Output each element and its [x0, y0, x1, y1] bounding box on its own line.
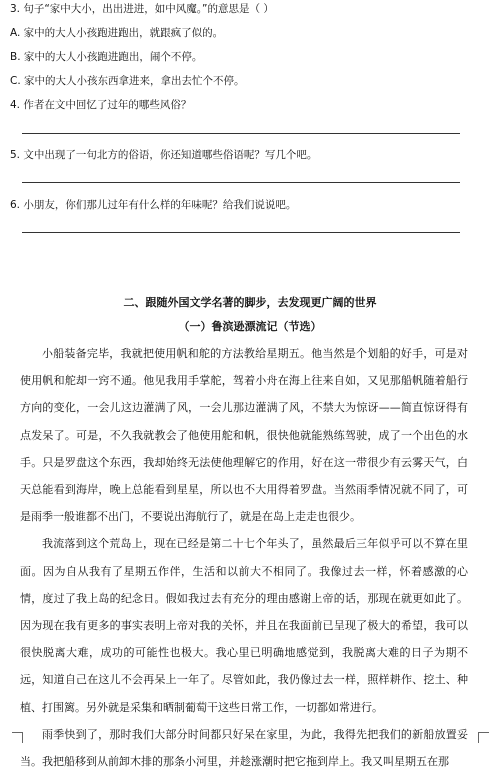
- question-3-stem: 3. 句子“家中大小，出出进进，如中风魔。”的意思是（ ）: [10, 3, 274, 15]
- answer-line-q5: [22, 182, 460, 183]
- reading-passage: [20, 340, 468, 775]
- passage-paragraph-2: 我流落到这个荒岛上，现在已经是第二十七个年头了，虽然最后三年似乎可以不算在里面。因为自从我有了星期五作伴，生活和以前大不相同了。我像过去一样，怀着感激的心情，度过了我上岛的纪念日。假如我过去有充分的理由感谢上帝的话，那现在就更如此了。因为现在我有更多的事实表明上帝对我的关怀，并且在我面前已呈现了极大的希望，我可以很快脱离大难，成功的可能性也极大。我心里已明确地感觉到，我脱离大难的日子为期不远，知道自己在这儿不会再呆上一年了。尽管如此，我仍像过去一样，照样耕作、挖土、种植、打围篱。另外就是采集和晒制葡萄干这些日常工作，一切都如常进行。: [20, 537, 468, 714]
- question-4: 4. 作者在文中回忆了过年的哪些风俗？: [10, 99, 192, 111]
- question-5: 5. 文中出现了一句北方的俗语，你还知道哪些俗语呢？写几个吧。: [10, 149, 318, 161]
- question-3-option-b: B. 家中的大人小孩跑进跑出，闹个不停。: [10, 51, 203, 63]
- passage-paragraph-3: 雨季快到了，那时我们大部分时间都只好呆在家里，为此，我得先把我们的新船放置妥当。我把船移到从前卸木排的那条小河里，并趁涨潮时把它拖到岸上。我又叫星期五在那: [20, 727, 468, 769]
- crop-mark-bottom-right: [478, 732, 489, 743]
- answer-line-q6: [22, 232, 460, 233]
- question-3-option-a: A. 家中的大人小孩跑进跑出，就跟疯了似的。: [10, 27, 224, 39]
- crop-mark-bottom-left: [12, 732, 23, 743]
- question-3-option-c: C. 家中的大人小孩东西拿进来，拿出去忙个不停。: [10, 75, 245, 87]
- section-subheading: （一）鲁滨逊漂流记（节选）: [178, 320, 322, 333]
- section-heading: 二、跟随外国文学名著的脚步，去发现更广阔的世界: [123, 296, 377, 309]
- answer-line-q4: [22, 133, 460, 134]
- question-6: 6. 小朋友，你们那儿过年有什么样的年味呢？给我们说说吧。: [10, 199, 297, 211]
- passage-paragraph-1: 小船装备完毕，我就把使用帆和舵的方法教给星期五。他当然是个划船的好手，可是对使用帆和舵却一窍不通。他见我用手掌舵，驾着小舟在海上往来自如，又见那船帆随着船行方向的变化，一会儿这边灌满了风，一会儿那边灌满了风，不禁大为惊讶——简直惊讶得有点发呆了。可是，不久我就教会了他使用舵和帆，很快他就能熟练驾驶，成了一个出色的水手。只是罗盘这个东西，我却始终无法使他理解它的作用，好在这一带很少有云雾天气，白天总能看到海岸，晚上总能看到星星，所以也不大用得着罗盘。当然雨季情况就不同了，可是雨季一般谁都不出门，不要说出海航行了，就是在岛上走走也很少。: [20, 347, 468, 524]
